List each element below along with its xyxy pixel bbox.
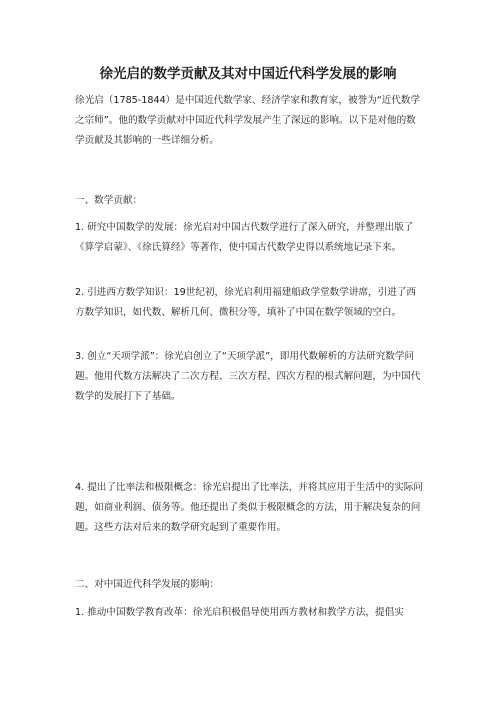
contribution-item: 4. 提出了比率法和极限概念：徐光启提出了比率法，并将其应用于生活中的实际问题，如商业利润、债务等。他还提出了类似于极限概念的方法，用于解决复杂的问题。这些方法对后来的数学研究起到了重要作用。 [75, 482, 423, 533]
document-title: 徐光启的数学贡献及其对中国近代科学发展的影响 [99, 66, 397, 82]
contribution-item: 3. 创立“天项学派”：徐光启创立了“天项学派”，即用代数解析的方法研究数学问题。他用代数方法解决了二次方程、三次方程、四次方程的根式解问题，为中国代数学的发展打下了基础。 [75, 351, 421, 402]
influence-item: 1. 推动中国数学教育改革：徐光启积极倡导使用西方教材和教学方法，提倡实 [75, 607, 404, 618]
intro-paragraph: 徐光启（1785-1844）是中国近代数学家、经济学家和教育家，被誉为“近代数学之宗师”。他的数学贡献对中国近代科学发展产生了深远的影响。以下是对他的数学贡献及其影响的一些详细分析。 [75, 95, 421, 146]
section-heading-contributions: 一、数学贡献： [75, 195, 143, 206]
section-heading-influence: 二、对中国近代科学发展的影响： [75, 579, 219, 590]
contribution-item: 2. 引进西方数学知识：19世纪初，徐光启利用福建船政学堂数学讲席，引进了西方数学知识，如代数、解析几何、微积分等，填补了中国在数学领域的空白。 [75, 287, 417, 318]
contribution-item: 1. 研究中国数学的发展：徐光启对中国古代数学进行了深入研究，并整理出版了《算学启蒙》、《徐氏算经》等著作，使中国古代数学史得以系统地记录下来。 [75, 222, 414, 253]
